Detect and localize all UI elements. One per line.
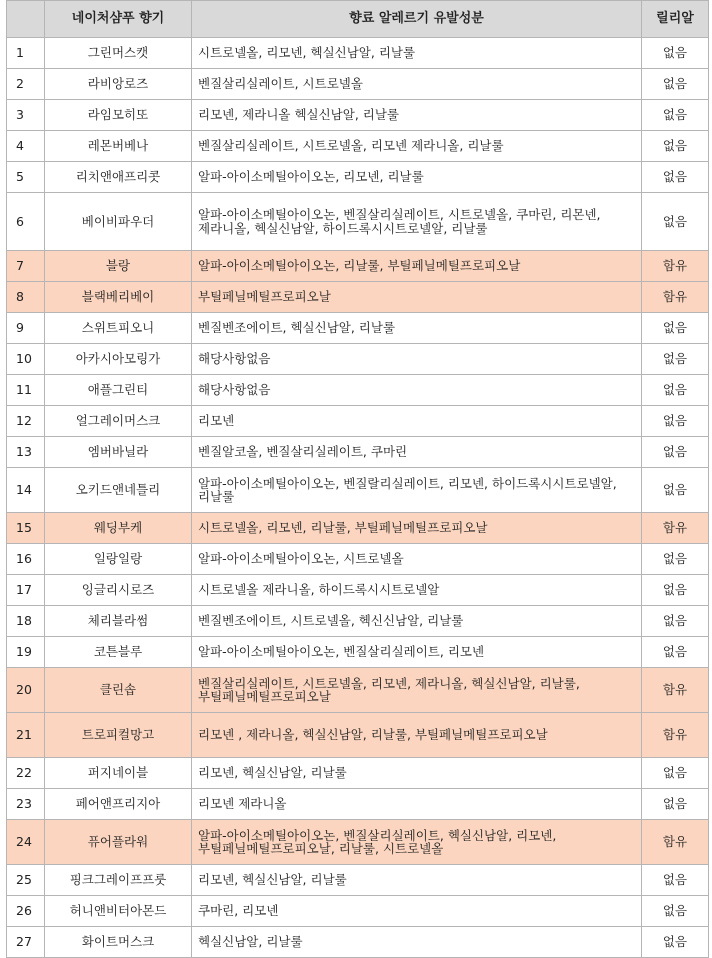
row-number: 11 [7,375,45,406]
row-number: 7 [7,251,45,282]
table-row [7,575,709,606]
allergen-ingredients: 알파-아이소메틸아이오논, 벤질랄리실레이트, 리모넨, 하이드록시시트로넬알, 리날룰 [192,468,642,513]
lilial-status: 함유 [642,668,709,713]
table-row [7,544,709,575]
allergen-ingredients: 벤질살리실레이트, 시트로넬올, 리모넨, 제라니올, 헥실신남알, 리날룰, 부틸페닐메틸프로피오날 [192,668,642,713]
allergen-ingredients: 알파-아이소메틸아이오논, 벤질살리실레이트, 리모넨 [192,637,642,668]
row-number: 9 [7,313,45,344]
lilial-status: 없음 [642,193,709,251]
lilial-status: 없음 [642,758,709,789]
table-row [7,513,709,544]
shampoo-name: 라임모히또 [45,100,192,131]
row-number: 15 [7,513,45,544]
row-number: 22 [7,758,45,789]
allergen-ingredients: 알파-아이소메틸아이오논, 리날룰, 부틸페닐메틸프로피오날 [192,251,642,282]
row-number: 26 [7,896,45,927]
row-number: 3 [7,100,45,131]
allergen-ingredients: 알파-아이소메틸아이오논, 리모넨, 리날룰 [192,162,642,193]
table-row [7,896,709,927]
header-ingredients: 향료 알레르기 유발성분 [192,1,642,38]
shampoo-name: 퓨어플라워 [45,820,192,865]
shampoo-name: 일랑일랑 [45,544,192,575]
table-row [7,927,709,958]
table-body [7,38,709,958]
lilial-status: 함유 [642,251,709,282]
header-shampoo-name: 네이처샴푸 향기 [45,1,192,38]
lilial-status: 함유 [642,282,709,313]
shampoo-name: 레몬버베나 [45,131,192,162]
row-number: 21 [7,713,45,758]
lilial-status: 없음 [642,375,709,406]
lilial-status: 없음 [642,406,709,437]
allergen-ingredients: 벤질살리실레이트, 시트로넬올 [192,69,642,100]
allergen-ingredients: 리모넨, 제라니올 헥실신남알, 리날룰 [192,100,642,131]
lilial-status: 함유 [642,513,709,544]
allergen-ingredients: 리모넨 , 제라니올, 헥실신남알, 리날룰, 부틸페닐메틸프로피오날 [192,713,642,758]
lilial-status: 없음 [642,69,709,100]
row-number: 24 [7,820,45,865]
header-lilial: 릴리알 [642,1,709,38]
shampoo-name: 잉글리시로즈 [45,575,192,606]
table-row [7,344,709,375]
allergen-ingredients: 리모넨 [192,406,642,437]
lilial-status: 없음 [642,100,709,131]
table-row [7,758,709,789]
lilial-status: 없음 [642,162,709,193]
table-row [7,38,709,69]
shampoo-name: 핑크그레이프프룻 [45,865,192,896]
row-number: 23 [7,789,45,820]
table-row [7,251,709,282]
table-row [7,69,709,100]
table-row [7,313,709,344]
row-number: 6 [7,193,45,251]
allergen-ingredients: 헥실신남알, 리날룰 [192,927,642,958]
row-number: 18 [7,606,45,637]
allergen-ingredients: 부틸페닐메틸프로피오날 [192,282,642,313]
row-number: 10 [7,344,45,375]
lilial-status: 없음 [642,344,709,375]
lilial-status: 없음 [642,38,709,69]
allergen-ingredients: 벤질알코올, 벤질살리실레이트, 쿠마린 [192,437,642,468]
table-row [7,131,709,162]
shampoo-name: 트로피컬망고 [45,713,192,758]
shampoo-name: 애플그린티 [45,375,192,406]
table-row [7,282,709,313]
lilial-status: 없음 [642,437,709,468]
row-number: 16 [7,544,45,575]
row-number: 8 [7,282,45,313]
allergen-ingredients: 알파-아이소메틸아이오논, 시트로넬올 [192,544,642,575]
allergen-ingredients: 해당사항없음 [192,375,642,406]
table-row [7,668,709,713]
shampoo-name: 블랑 [45,251,192,282]
table-row [7,375,709,406]
allergen-ingredients: 쿠마린, 리모넨 [192,896,642,927]
allergen-ingredients: 알파-아이소메틸아이오논, 벤질살리실레이트, 시트로넬올, 쿠마린, 리몬넨, 제라니올, 헥실신남알, 하이드록시시트로넬알, 리날룰 [192,193,642,251]
allergen-ingredients: 리모넨 제라니올 [192,789,642,820]
lilial-status: 함유 [642,713,709,758]
allergen-ingredients: 시트로넬올 제라니올, 하이드록시시트로넬알 [192,575,642,606]
lilial-status: 함유 [642,820,709,865]
shampoo-name: 클린솝 [45,668,192,713]
shampoo-name: 허니앤비터아몬드 [45,896,192,927]
table-row [7,193,709,251]
shampoo-name: 화이트머스크 [45,927,192,958]
shampoo-name: 베이비파우더 [45,193,192,251]
allergen-ingredients: 벤질살리실레이트, 시트로넬올, 리모넨 제라니올, 리날룰 [192,131,642,162]
lilial-status: 없음 [642,468,709,513]
allergen-ingredients: 알파-아이소메틸아이오논, 벤질살리실레이트, 헥실신남알, 리모넨, 부틸페닐메틸프로피오날, 리날룰, 시트로넬올 [192,820,642,865]
allergen-ingredients: 시트로넬올, 리모넨, 헥실신남알, 리날룰 [192,38,642,69]
shampoo-name: 오키드앤네틀리 [45,468,192,513]
header-row [7,1,709,38]
shampoo-name: 웨딩부케 [45,513,192,544]
table-row [7,100,709,131]
row-number: 20 [7,668,45,713]
allergen-ingredients: 벤질벤조에이트, 시트로넬올, 헥신신남알, 리날룰 [192,606,642,637]
lilial-status: 없음 [642,606,709,637]
row-number: 4 [7,131,45,162]
shampoo-name: 체리블라썸 [45,606,192,637]
lilial-status: 없음 [642,544,709,575]
lilial-status: 없음 [642,927,709,958]
shampoo-name: 퍼지네이블 [45,758,192,789]
allergen-ingredients: 리모넨, 헥실신남알, 리날룰 [192,865,642,896]
allergen-ingredients: 리모넨, 헥실신남알, 리날룰 [192,758,642,789]
shampoo-name: 블랙베리베이 [45,282,192,313]
lilial-status: 없음 [642,313,709,344]
shampoo-name: 리치앤애프리콧 [45,162,192,193]
table-row [7,406,709,437]
row-number: 2 [7,69,45,100]
shampoo-name: 코튼블루 [45,637,192,668]
table-row [7,606,709,637]
table-row [7,162,709,193]
row-number: 19 [7,637,45,668]
header-number [7,1,45,38]
table-row [7,437,709,468]
lilial-status: 없음 [642,575,709,606]
table-row [7,468,709,513]
shampoo-name: 엠버바닐라 [45,437,192,468]
row-number: 12 [7,406,45,437]
row-number: 13 [7,437,45,468]
row-number: 14 [7,468,45,513]
table-row [7,789,709,820]
row-number: 1 [7,38,45,69]
shampoo-name: 스위트피오니 [45,313,192,344]
shampoo-name: 그린머스캣 [45,38,192,69]
allergen-ingredients: 벤질벤조에이트, 헥실신남알, 리날룰 [192,313,642,344]
table-row [7,820,709,865]
lilial-status: 없음 [642,789,709,820]
shampoo-name: 얼그레이머스크 [45,406,192,437]
allergen-table [6,0,709,958]
allergen-ingredients: 해당사항없음 [192,344,642,375]
row-number: 27 [7,927,45,958]
lilial-status: 없음 [642,131,709,162]
shampoo-name: 아카시아모링가 [45,344,192,375]
table-row [7,865,709,896]
row-number: 5 [7,162,45,193]
table-row [7,713,709,758]
shampoo-name: 라비앙로즈 [45,69,192,100]
table-row [7,637,709,668]
lilial-status: 없음 [642,865,709,896]
lilial-status: 없음 [642,896,709,927]
shampoo-name: 페어앤프리지아 [45,789,192,820]
row-number: 17 [7,575,45,606]
allergen-ingredients: 시트로넬올, 리모넨, 리날룰, 부틸페닐메틸프로피오날 [192,513,642,544]
row-number: 25 [7,865,45,896]
lilial-status: 없음 [642,637,709,668]
